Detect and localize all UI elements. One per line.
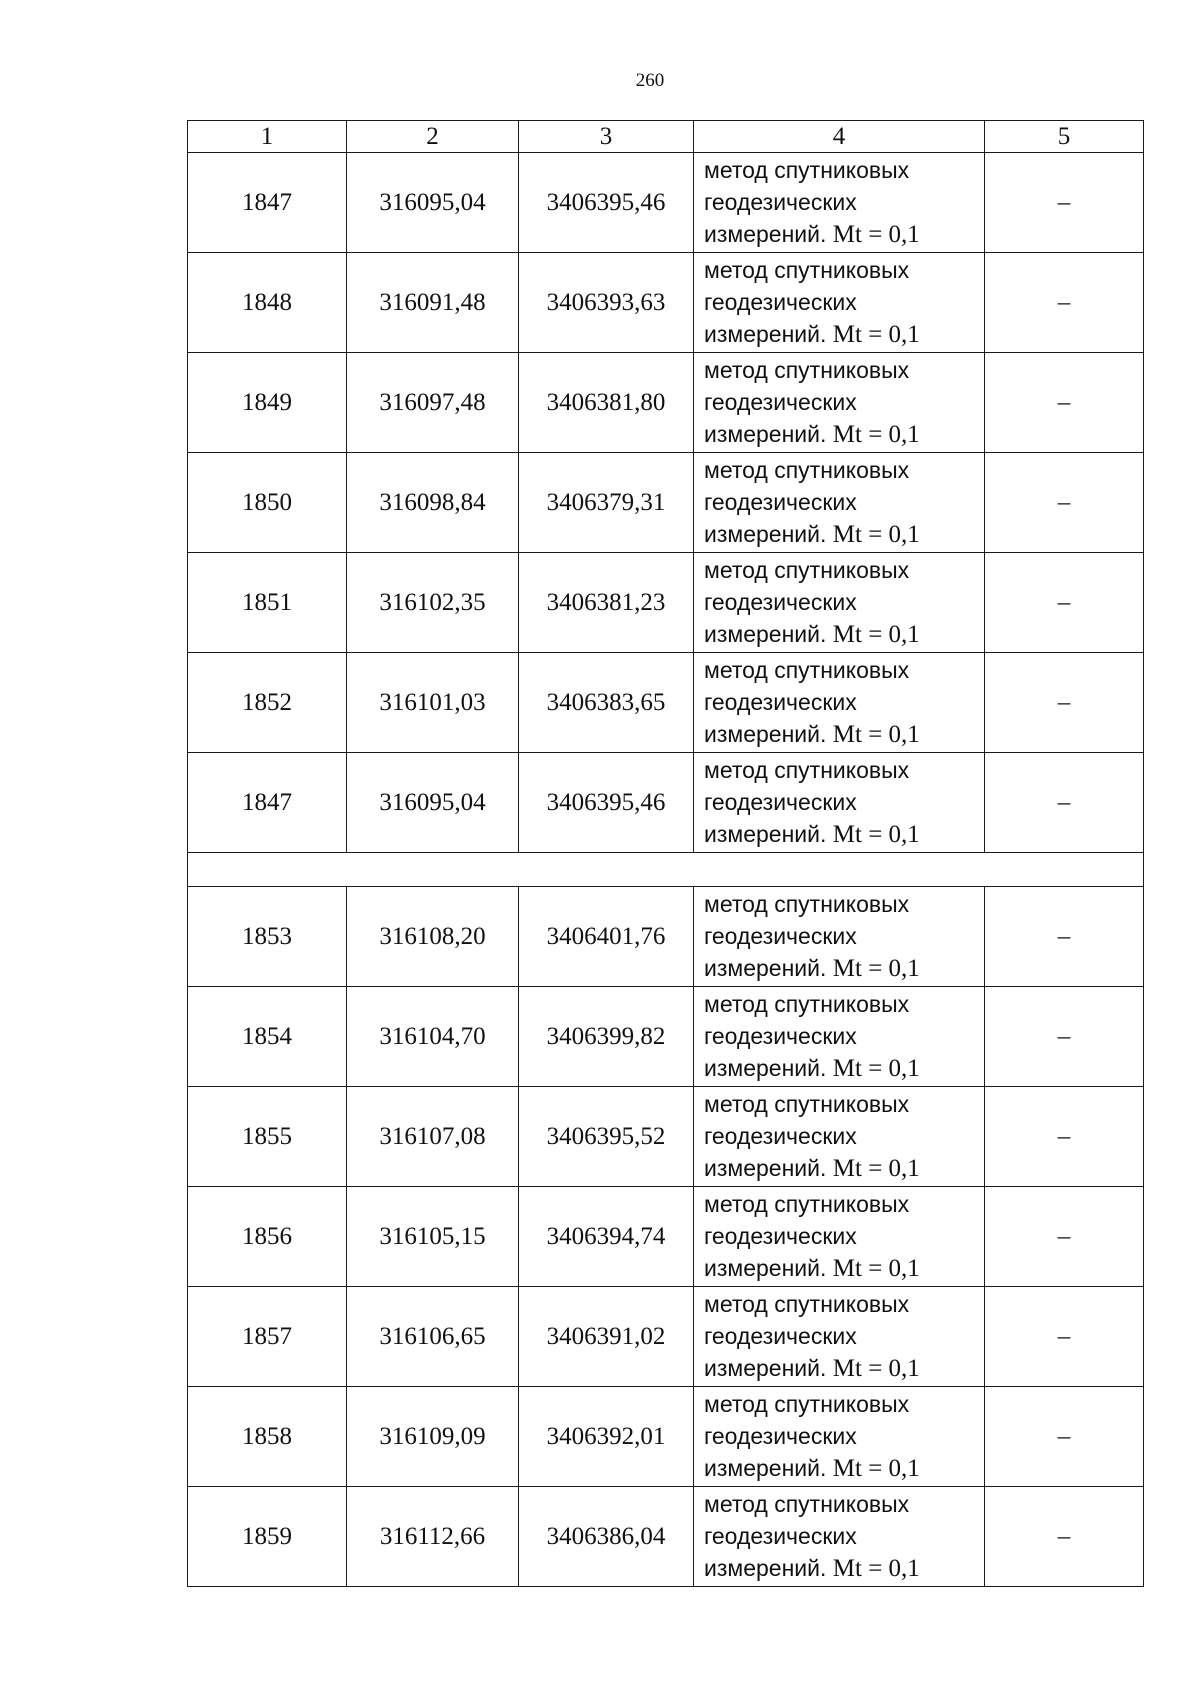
x-coordinate-cell: 316112,66 — [347, 1487, 519, 1587]
page-number: 260 — [635, 70, 665, 91]
method-measurements-label: измерений. — [704, 821, 833, 847]
method-line-2: геодезических — [704, 1423, 857, 1449]
method-line-1: метод спутниковых — [704, 1191, 910, 1217]
x-coordinate-cell: 316101,03 — [347, 653, 519, 753]
method-line-3 — [704, 1352, 984, 1385]
method-measurements-label: измерений. — [704, 621, 833, 647]
method-line-3 — [704, 1452, 984, 1485]
y-coordinate-cell: 3406379,31 — [519, 453, 694, 553]
dash-cell: – — [985, 1387, 1144, 1487]
accuracy-value: Mt = 0,1 — [832, 521, 920, 548]
table-row — [188, 987, 1144, 1087]
point-number-cell: 1855 — [188, 1087, 347, 1187]
method-cell — [694, 1387, 985, 1487]
method-line-3 — [704, 418, 984, 451]
method-measurements-label: измерений. — [704, 521, 833, 547]
method-line-1: метод спутниковых — [704, 357, 910, 383]
method-line-1: метод спутниковых — [704, 1491, 910, 1517]
dash-cell: – — [985, 987, 1144, 1087]
y-coordinate-cell: 3406395,46 — [519, 153, 694, 253]
method-line-2: геодезических — [704, 189, 857, 215]
coordinates-table — [187, 120, 1144, 1587]
point-number-cell: 1847 — [188, 153, 347, 253]
accuracy-value: Mt = 0,1 — [832, 721, 920, 748]
method-cell — [694, 453, 985, 553]
point-number-cell: 1853 — [188, 887, 347, 987]
method-cell — [694, 1487, 985, 1587]
column-header-5: 5 — [985, 121, 1144, 153]
x-coordinate-cell: 316104,70 — [347, 987, 519, 1087]
y-coordinate-cell: 3406401,76 — [519, 887, 694, 987]
y-coordinate-cell: 3406381,23 — [519, 553, 694, 653]
table-row — [188, 1187, 1144, 1287]
x-coordinate-cell: 316091,48 — [347, 253, 519, 353]
accuracy-value: Mt = 0,1 — [832, 621, 920, 648]
accuracy-value: Mt = 0,1 — [832, 1555, 920, 1582]
method-line-1: метод спутниковых — [704, 1091, 910, 1117]
method-cell — [694, 1087, 985, 1187]
method-line-2: геодезических — [704, 1223, 857, 1249]
point-number-cell: 1848 — [188, 253, 347, 353]
method-line-1: метод спутниковых — [704, 891, 910, 917]
dash-cell: – — [985, 1487, 1144, 1587]
x-coordinate-cell: 316108,20 — [347, 887, 519, 987]
method-line-3 — [704, 1052, 984, 1085]
accuracy-value: Mt = 0,1 — [832, 1155, 920, 1182]
x-coordinate-cell: 316109,09 — [347, 1387, 519, 1487]
y-coordinate-cell: 3406399,82 — [519, 987, 694, 1087]
method-line-1: метод спутниковых — [704, 757, 910, 783]
y-coordinate-cell: 3406394,74 — [519, 1187, 694, 1287]
point-number-cell: 1852 — [188, 653, 347, 753]
table-row — [188, 1287, 1144, 1387]
dash-cell: – — [985, 653, 1144, 753]
method-line-3 — [704, 1252, 984, 1285]
table-row — [188, 653, 1144, 753]
method-line-2: геодезических — [704, 923, 857, 949]
method-line-3 — [704, 818, 984, 851]
method-measurements-label: измерений. — [704, 721, 833, 747]
method-measurements-label: измерений. — [704, 1155, 833, 1181]
dash-cell: – — [985, 1187, 1144, 1287]
table-row — [188, 1487, 1144, 1587]
method-measurements-label: измерений. — [704, 321, 833, 347]
method-line-1: метод спутниковых — [704, 557, 910, 583]
method-measurements-label: измерений. — [704, 1255, 833, 1281]
method-line-2: геодезических — [704, 1323, 857, 1349]
method-line-2: геодезических — [704, 689, 857, 715]
accuracy-value: Mt = 0,1 — [832, 421, 920, 448]
method-line-2: геодезических — [704, 789, 857, 815]
method-cell — [694, 153, 985, 253]
x-coordinate-cell: 316105,15 — [347, 1187, 519, 1287]
point-number-cell: 1850 — [188, 453, 347, 553]
method-line-2: геодезических — [704, 1023, 857, 1049]
accuracy-value: Mt = 0,1 — [832, 1055, 920, 1082]
table-row — [188, 153, 1144, 253]
y-coordinate-cell: 3406395,46 — [519, 753, 694, 853]
accuracy-value: Mt = 0,1 — [832, 221, 920, 248]
y-coordinate-cell: 3406381,80 — [519, 353, 694, 453]
y-coordinate-cell: 3406391,02 — [519, 1287, 694, 1387]
table-row — [188, 253, 1144, 353]
dash-cell: – — [985, 253, 1144, 353]
method-line-1: метод спутниковых — [704, 457, 910, 483]
method-line-3 — [704, 218, 984, 251]
point-number-cell: 1859 — [188, 1487, 347, 1587]
method-line-2: геодезических — [704, 589, 857, 615]
y-coordinate-cell: 3406386,04 — [519, 1487, 694, 1587]
x-coordinate-cell: 316095,04 — [347, 753, 519, 853]
column-header-2: 2 — [347, 121, 519, 153]
point-number-cell: 1849 — [188, 353, 347, 453]
method-line-3 — [704, 1552, 984, 1585]
accuracy-value: Mt = 0,1 — [832, 955, 920, 982]
method-line-3 — [704, 618, 984, 651]
x-coordinate-cell: 316098,84 — [347, 453, 519, 553]
x-coordinate-cell: 316097,48 — [347, 353, 519, 453]
method-measurements-label: измерений. — [704, 1555, 833, 1581]
method-cell — [694, 253, 985, 353]
table-row — [188, 453, 1144, 553]
method-cell — [694, 1287, 985, 1387]
point-number-cell: 1854 — [188, 987, 347, 1087]
accuracy-value: Mt = 0,1 — [832, 1455, 920, 1482]
method-line-2: геодезических — [704, 289, 857, 315]
point-number-cell: 1847 — [188, 753, 347, 853]
method-measurements-label: измерений. — [704, 221, 833, 247]
method-line-3 — [704, 718, 984, 751]
method-cell — [694, 553, 985, 653]
point-number-cell: 1857 — [188, 1287, 347, 1387]
method-measurements-label: измерений. — [704, 955, 833, 981]
method-measurements-label: измерений. — [704, 421, 833, 447]
method-measurements-label: измерений. — [704, 1055, 833, 1081]
y-coordinate-cell: 3406383,65 — [519, 653, 694, 753]
method-line-2: геодезических — [704, 1123, 857, 1149]
x-coordinate-cell: 316106,65 — [347, 1287, 519, 1387]
method-line-1: метод спутниковых — [704, 1291, 910, 1317]
dash-cell: – — [985, 887, 1144, 987]
method-line-2: геодезических — [704, 389, 857, 415]
dash-cell: – — [985, 353, 1144, 453]
accuracy-value: Mt = 0,1 — [832, 1355, 920, 1382]
y-coordinate-cell: 3406392,01 — [519, 1387, 694, 1487]
dash-cell: – — [985, 1287, 1144, 1387]
point-number-cell: 1858 — [188, 1387, 347, 1487]
table-row — [188, 753, 1144, 853]
table-row — [188, 1387, 1144, 1487]
x-coordinate-cell: 316102,35 — [347, 553, 519, 653]
method-measurements-label: измерений. — [704, 1355, 833, 1381]
method-cell — [694, 987, 985, 1087]
accuracy-value: Mt = 0,1 — [832, 1255, 920, 1282]
method-cell — [694, 1187, 985, 1287]
dash-cell: – — [985, 1087, 1144, 1187]
method-measurements-label: измерений. — [704, 1455, 833, 1481]
method-cell — [694, 653, 985, 753]
contour-separator-row — [188, 853, 1144, 887]
method-line-3 — [704, 518, 984, 551]
method-line-2: геодезических — [704, 1523, 857, 1549]
method-cell — [694, 753, 985, 853]
method-line-1: метод спутниковых — [704, 157, 910, 183]
x-coordinate-cell: 316107,08 — [347, 1087, 519, 1187]
separator-cell — [188, 853, 1144, 887]
method-line-3 — [704, 318, 984, 351]
method-cell — [694, 887, 985, 987]
point-number-cell: 1856 — [188, 1187, 347, 1287]
accuracy-value: Mt = 0,1 — [832, 321, 920, 348]
method-cell — [694, 353, 985, 453]
column-header-4: 4 — [694, 121, 985, 153]
y-coordinate-cell: 3406395,52 — [519, 1087, 694, 1187]
method-line-1: метод спутниковых — [704, 1391, 910, 1417]
method-line-1: метод спутниковых — [704, 657, 910, 683]
dash-cell: – — [985, 753, 1144, 853]
method-line-1: метод спутниковых — [704, 991, 910, 1017]
table-header-row — [188, 121, 1144, 153]
table-row — [188, 887, 1144, 987]
y-coordinate-cell: 3406393,63 — [519, 253, 694, 353]
method-line-1: метод спутниковых — [704, 257, 910, 283]
method-line-2: геодезических — [704, 489, 857, 515]
column-header-1: 1 — [188, 121, 347, 153]
x-coordinate-cell: 316095,04 — [347, 153, 519, 253]
accuracy-value: Mt = 0,1 — [832, 821, 920, 848]
dash-cell: – — [985, 553, 1144, 653]
point-number-cell: 1851 — [188, 553, 347, 653]
table-row — [188, 553, 1144, 653]
table-row — [188, 1087, 1144, 1187]
dash-cell: – — [985, 153, 1144, 253]
table-row — [188, 353, 1144, 453]
method-line-3 — [704, 1152, 984, 1185]
method-line-3 — [704, 952, 984, 985]
dash-cell: – — [985, 453, 1144, 553]
column-header-3: 3 — [519, 121, 694, 153]
